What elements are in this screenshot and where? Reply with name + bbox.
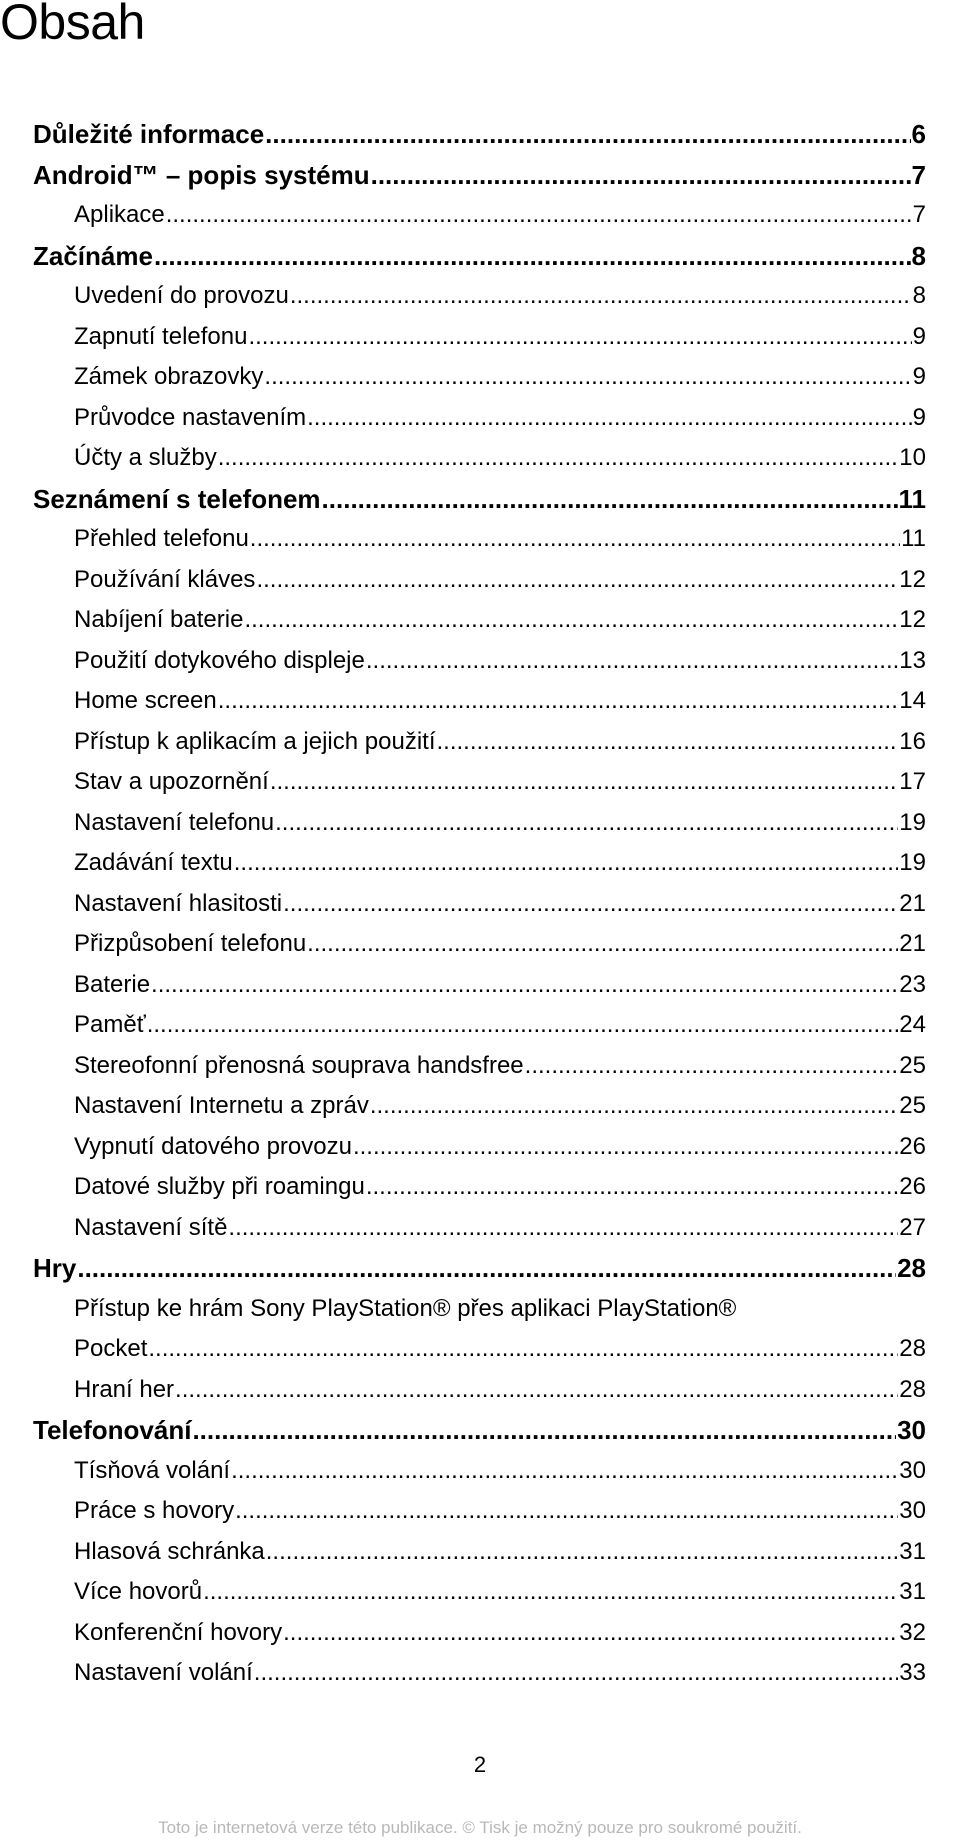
- toc-page-number: 13: [899, 646, 926, 674]
- toc-entry-label: Přehled telefonu: [74, 525, 249, 552]
- dot-leader: [166, 195, 912, 236]
- toc-section-entry[interactable]: [33, 884, 926, 925]
- dot-leader: [203, 1572, 898, 1613]
- toc-chapter-entry[interactable]: [33, 1248, 926, 1289]
- toc-page-number: 19: [899, 808, 926, 836]
- dot-leader: [353, 1127, 898, 1168]
- toc-entry-label[interactable]: Přístup ke hrám Sony PlayStation® přes aplikaci PlayStation®: [74, 1294, 737, 1322]
- toc-section-entry[interactable]: [33, 1046, 926, 1087]
- toc-entry-label: Přístup k aplikacím a jejich použití: [74, 727, 436, 755]
- dot-leader: [307, 398, 912, 439]
- toc-entry-label: Home screen: [74, 687, 217, 714]
- toc-entry-label: Nastavení Internetu a zpráv: [74, 1092, 369, 1119]
- toc-page-number: 30: [899, 1456, 926, 1484]
- toc-page-number: 12: [899, 606, 926, 633]
- toc-page-number: 6: [911, 119, 926, 149]
- toc-entry-label: Průvodce nastavením: [74, 403, 307, 431]
- dot-leader: [192, 1410, 896, 1451]
- toc-section-entry[interactable]: [33, 276, 926, 317]
- table-of-contents: [33, 114, 926, 1694]
- toc-page-number: 33: [899, 1659, 926, 1686]
- toc-page-number: 8: [912, 282, 926, 309]
- toc-section-entry[interactable]: [33, 843, 926, 884]
- dot-leader: [228, 1208, 898, 1249]
- dot-leader: [218, 438, 899, 479]
- toc-section-entry[interactable]: [33, 1653, 926, 1694]
- toc-page-number: 30: [899, 1497, 926, 1524]
- toc-entry-label: Zámek obrazovky: [74, 363, 264, 390]
- toc-entry-label: Uvedení do provozu: [74, 282, 289, 309]
- dot-leader: [234, 843, 899, 884]
- toc-section-entry[interactable]: [33, 1167, 926, 1208]
- toc-section-entry[interactable]: [33, 681, 926, 722]
- toc-entry-label: Začínáme: [33, 240, 153, 271]
- toc-entry-label: Telefonování: [33, 1415, 192, 1445]
- dot-leader: [244, 600, 898, 641]
- dot-leader: [218, 681, 899, 722]
- dot-leader: [290, 276, 912, 317]
- toc-entry-label: Účty a služby: [74, 444, 217, 471]
- dot-leader: [307, 924, 898, 965]
- dot-leader: [437, 722, 899, 763]
- toc-page-number: 9: [912, 363, 926, 390]
- toc-section-entry[interactable]: [33, 560, 926, 601]
- toc-section-entry[interactable]: [33, 398, 926, 439]
- dot-leader: [366, 1167, 898, 1208]
- toc-entry-label: Důležité informace: [33, 119, 265, 149]
- toc-page-number: 21: [899, 889, 926, 917]
- toc-page-number: 28: [899, 1375, 926, 1403]
- dot-leader: [248, 317, 911, 358]
- toc-entry-label: Zadávání textu: [74, 849, 233, 876]
- toc-section-entry[interactable]: [33, 195, 926, 236]
- dot-leader: [256, 560, 898, 601]
- toc-entry-label: Tísňová volání: [74, 1456, 231, 1484]
- toc-section-entry[interactable]: [33, 1329, 926, 1370]
- toc-entry-label: Přizpůsobení telefonu: [74, 930, 307, 957]
- toc-section-entry[interactable]: [33, 438, 926, 479]
- dot-leader: [154, 236, 911, 277]
- toc-page-number: 25: [899, 1051, 926, 1079]
- toc-entry-label: Nastavení hlasitosti: [74, 889, 283, 917]
- toc-page-number: 7: [911, 159, 926, 190]
- toc-page-number: 23: [899, 970, 926, 998]
- toc-entry-label: Práce s hovory: [74, 1497, 235, 1524]
- dot-leader: [275, 803, 898, 844]
- toc-section-entry[interactable]: [33, 1572, 926, 1613]
- toc-entry-label: Hraní her: [74, 1375, 175, 1403]
- toc-entry-label: Seznámení s telefonem: [33, 483, 321, 514]
- toc-page-number: 26: [899, 1132, 926, 1160]
- toc-section-entry[interactable]: [33, 357, 926, 398]
- toc-chapter-entry[interactable]: [33, 114, 926, 155]
- dot-leader: [148, 1329, 898, 1370]
- toc-entry-label: Konferenční hovory: [74, 1618, 283, 1646]
- toc-page-number: 16: [899, 727, 926, 755]
- toc-page-number: 11: [898, 483, 926, 514]
- toc-page-number: 21: [899, 930, 926, 957]
- toc-entry-label: Vypnutí datového provozu: [74, 1132, 352, 1160]
- toc-entry-label: Používání kláves: [74, 565, 256, 593]
- toc-entry-label: Baterie: [74, 970, 151, 998]
- toc-page-number: 7: [912, 201, 926, 228]
- dot-leader: [366, 641, 898, 682]
- dot-leader: [254, 1653, 899, 1694]
- dot-leader: [525, 1046, 899, 1087]
- dot-leader: [151, 965, 898, 1006]
- dot-leader: [283, 884, 898, 925]
- toc-page-number: 32: [899, 1618, 926, 1646]
- toc-page-number: 14: [899, 687, 926, 714]
- toc-entry-label: Hry: [33, 1253, 77, 1283]
- toc-entry-label: Nastavení sítě: [74, 1213, 228, 1241]
- toc-entry-label: Více hovorů: [74, 1578, 203, 1605]
- dot-leader: [270, 762, 898, 803]
- toc-section-entry[interactable]: [33, 1005, 926, 1046]
- toc-page-number: 8: [911, 240, 926, 271]
- toc-section-entry[interactable]: [33, 924, 926, 965]
- toc-page-number: 12: [899, 565, 926, 593]
- toc-section-entry[interactable]: [33, 722, 926, 763]
- page-number: 2: [473, 1752, 487, 1777]
- toc-section-entry[interactable]: [33, 762, 926, 803]
- dot-leader: [264, 357, 911, 398]
- footer-note: Toto je internetová verze této publikace. © Tisk je možný pouze pro soukromé použití.: [158, 1818, 802, 1837]
- toc-entry-label: Stereofonní přenosná souprava handsfree: [74, 1051, 524, 1079]
- toc-page-number: 11: [901, 525, 926, 552]
- toc-page-number: 24: [899, 1011, 926, 1038]
- toc-section-entry[interactable]: [33, 1086, 926, 1127]
- dot-leader: [147, 1005, 899, 1046]
- toc-page-number: 30: [897, 1415, 926, 1445]
- toc-page-number: 25: [899, 1092, 926, 1119]
- dot-leader: [235, 1491, 898, 1532]
- toc-section-entry[interactable]: [33, 1370, 926, 1411]
- toc-section-entry[interactable]: [33, 1208, 926, 1249]
- toc-entry-label: Hlasová schránka: [74, 1537, 265, 1565]
- toc-section-entry[interactable]: [33, 317, 926, 358]
- toc-section-entry[interactable]: [33, 641, 926, 682]
- toc-entry-label: Nabíjení baterie: [74, 606, 244, 633]
- toc-section-entry[interactable]: [33, 1532, 926, 1573]
- toc-entry-label: Android™ – popis systému: [33, 159, 370, 190]
- toc-section-entry[interactable]: [33, 1613, 926, 1654]
- dot-leader: [283, 1613, 898, 1654]
- toc-entry-label: Datové služby při roamingu: [74, 1173, 365, 1200]
- toc-chapter-entry[interactable]: [33, 236, 926, 277]
- toc-page-number: 10: [899, 444, 926, 471]
- toc-page-number: 28: [897, 1253, 926, 1283]
- toc-page-number: 28: [899, 1335, 926, 1362]
- toc-entry-label: Pocket: [74, 1335, 148, 1362]
- toc-section-entry[interactable]: [33, 600, 926, 641]
- dot-leader: [265, 114, 910, 155]
- toc-page-number: 31: [899, 1537, 926, 1565]
- toc-page-number: 31: [899, 1578, 926, 1605]
- toc-entry-label: Zapnutí telefonu: [74, 322, 248, 350]
- page-title: Obsah: [0, 0, 145, 50]
- toc-page-number: 9: [912, 322, 926, 350]
- toc-page-number: 19: [899, 849, 926, 876]
- toc-entry-label: Použití dotykového displeje: [74, 646, 365, 674]
- dot-leader: [322, 479, 898, 520]
- toc-entry-label: Stav a upozornění: [74, 768, 269, 795]
- dot-leader: [371, 155, 911, 196]
- dot-leader: [77, 1248, 896, 1289]
- dot-leader: [175, 1370, 898, 1411]
- toc-section-entry[interactable]: [33, 803, 926, 844]
- toc-entry-label: Nastavení volání: [74, 1659, 253, 1686]
- toc-chapter-entry[interactable]: [33, 155, 926, 196]
- toc-chapter-entry[interactable]: [33, 1410, 926, 1451]
- toc-entry-label: Paměť: [74, 1011, 146, 1038]
- toc-section-entry[interactable]: [33, 1491, 926, 1532]
- dot-leader: [370, 1086, 898, 1127]
- dot-leader: [266, 1532, 899, 1573]
- toc-section-entry[interactable]: [33, 1451, 926, 1492]
- toc-entry-label: Aplikace: [74, 201, 165, 228]
- dot-leader: [250, 519, 900, 560]
- toc-section-entry[interactable]: [33, 965, 926, 1006]
- toc-section-entry[interactable]: [33, 1127, 926, 1168]
- toc-page-number: 9: [912, 403, 926, 431]
- toc-entry-label: Nastavení telefonu: [74, 808, 275, 836]
- toc-page-number: 27: [899, 1213, 926, 1241]
- toc-page-number: 17: [899, 768, 926, 795]
- toc-page-number: 26: [899, 1173, 926, 1200]
- toc-section-entry[interactable]: [33, 519, 926, 560]
- dot-leader: [231, 1451, 898, 1492]
- toc-chapter-entry[interactable]: [33, 479, 926, 520]
